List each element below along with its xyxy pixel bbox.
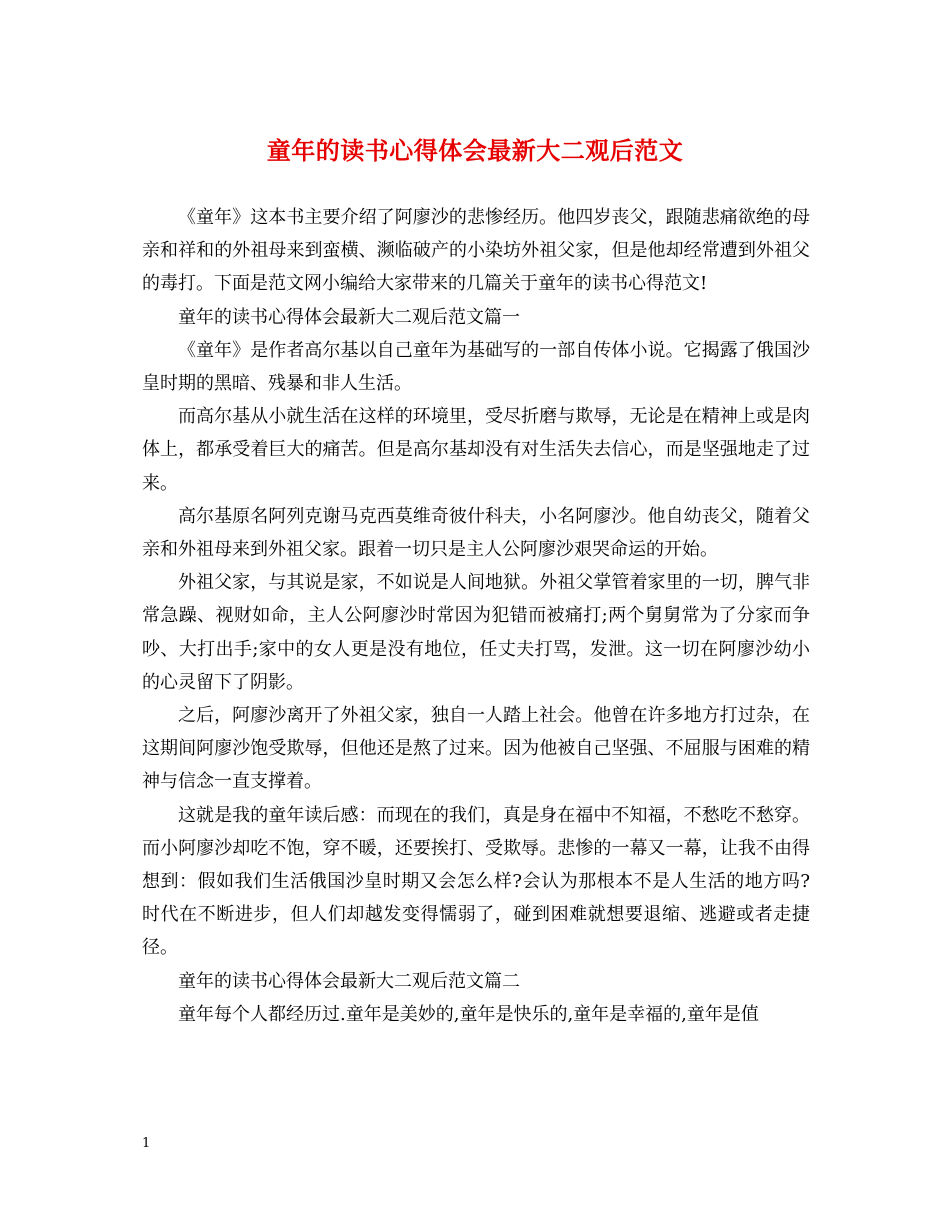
paragraph: 外祖父家，与其说是家，不如说是人间地狱。外祖父掌管着家里的一切，脾气非常急躁、视财如命，主人公阿廖沙时常因为犯错而被痛打;两个舅舅常为了分家而争吵、大打出手;家中的女人更是没有地位，任丈夫打骂，发泄。这一切在阿廖沙幼小的心灵留下了阴影。 — [142, 572, 810, 693]
paragraph: 而高尔基从小就生活在这样的环境里，受尽折磨与欺辱，无论是在精神上或是肉体上，都承受着巨大的痛苦。但是高尔基却没有对生活失去信心，而是坚强地走了过来。 — [142, 406, 810, 494]
document-body — [142, 201, 810, 1031]
paragraph-truncated: 童年每个人都经历过.童年是美妙的,童年是快乐的,童年是幸福的,童年是值 — [178, 1003, 759, 1025]
paragraph: 这就是我的童年读后感：而现在的我们，真是身在福中不知福，不愁吃不愁穿。而小阿廖沙却吃不饱，穿不暖，还要挨打、受欺辱。悲惨的一幕又一幕，让我不由得想到：假如我们生活俄国沙皇时期又会怎么样?会认为那根本不是人生活的地方吗? 时代在不断进步，但人们却越发变得懦弱了，碰到困难就想要退缩、逃避或者走捷径。 — [142, 804, 810, 959]
paragraph-intro: 《童年》这本书主要介绍了阿廖沙的悲惨经历。他四岁丧父，跟随悲痛欲绝的母亲和祥和的外祖母来到蛮横、濒临破产的小染坊外祖父家，但是他却经常遭到外祖父的毒打。下面是范文网小编给大家带来的几篇关于童年的读书心得范文! — [142, 207, 810, 295]
section-heading-1: 童年的读书心得体会最新大二观后范文篇一 — [178, 306, 520, 328]
paragraph: 高尔基原名阿列克谢马克西莫维奇彼什科夫，小名阿廖沙。他自幼丧父，随着父亲和外祖母来到外祖父家。跟着一切只是主人公阿廖沙艰哭命运的开始。 — [142, 505, 810, 561]
page-number: 1 — [142, 1136, 151, 1151]
document-title: 童年的读书心得体会最新大二观后范文 — [266, 136, 684, 165]
section-heading-2: 童年的读书心得体会最新大二观后范文篇二 — [178, 970, 520, 992]
paragraph: 之后，阿廖沙离开了外祖父家，独自一人踏上社会。他曾在许多地方打过杂，在这期间阿廖沙饱受欺辱，但他还是熬了过来。因为他被自己坚强、不屈服与困难的精神与信念一直支撑着。 — [142, 705, 810, 793]
paragraph: 《童年》是作者高尔基以自己童年为基础写的一部自传体小说。它揭露了俄国沙皇时期的黑暗、残暴和非人生活。 — [142, 339, 810, 395]
